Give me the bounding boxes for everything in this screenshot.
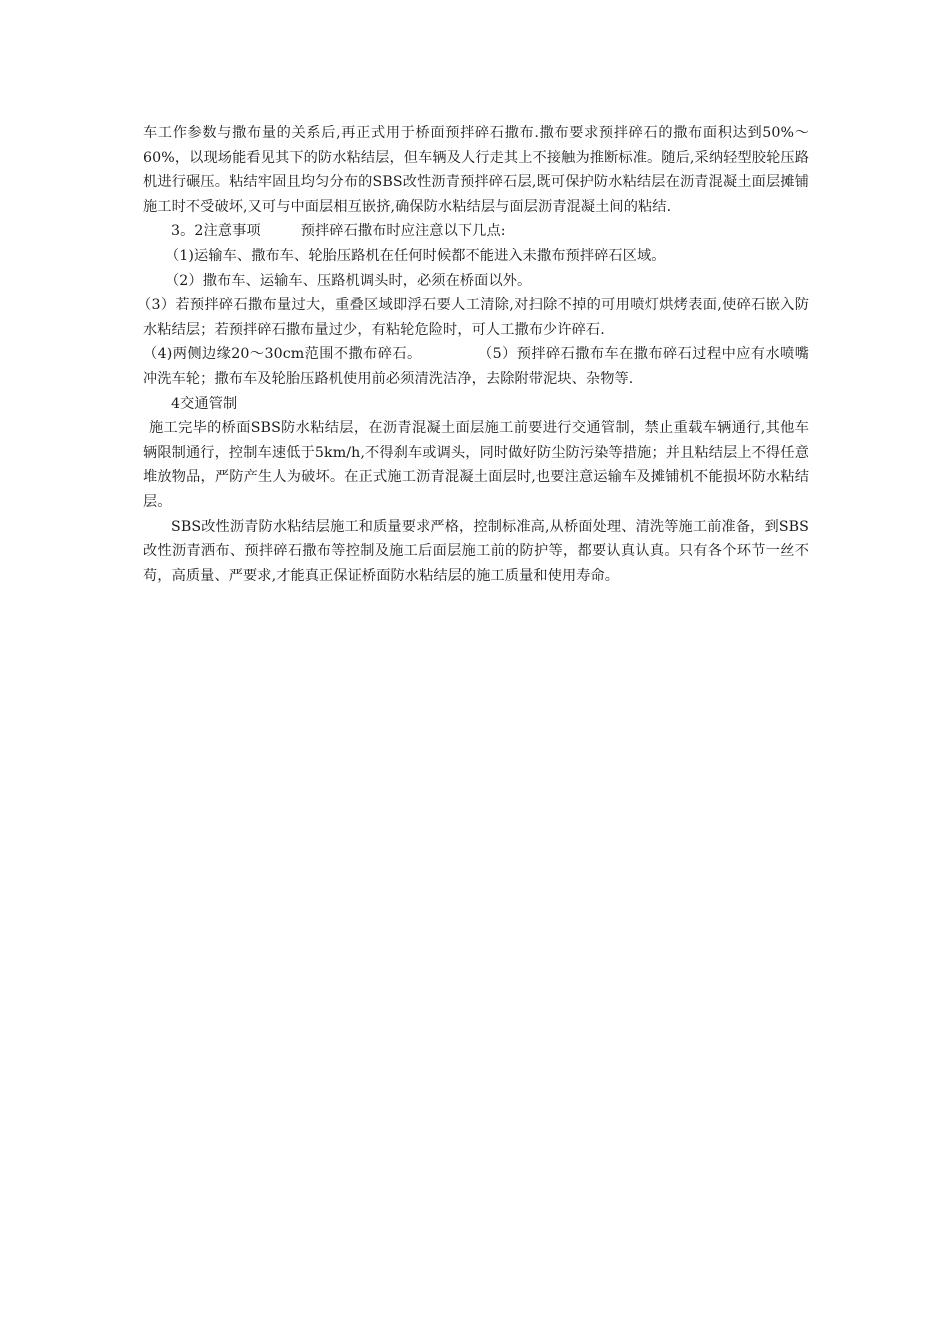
section-3-2-heading: 3。2注意事项 [171,223,261,240]
section-3-2 [143,219,809,244]
section-4-body: 施工完毕的桥面SBS防水粘结层，在沥青混凝土面层施工前要进行交通管制，禁止重载车辆通行,其他车辆限制通行，控制车速低于5km/h,不得刹车或调头，同时做好防尘防污染等措施；并且粘结层上不得任意堆放物品，严防产生人为破坏。在正式施工沥青混凝土面层时,也要注意运输车及摊铺机不能损坏防水粘结层。 [143,420,809,510]
list-item-3: （3）若预拌碎石撒布量过大，重叠区域即浮石要人工清除,对扫除不掉的可用喷灯烘烤表面,使碎石嵌入防水粘结层；若预拌碎石撒布量过少，有粘轮危险时，可人工撒布少许碎石. [137,297,809,338]
list-item-2: （2）撒布车、运输车、压路机调头时，必须在桥面以外。 [165,272,532,289]
section-3-2-intro: 预拌碎石撒布时应注意以下几点: [300,223,506,240]
list-item-5: （5）预拌碎石撒布车在撒布碎石过程中应有水喷嘴冲洗车轮；撒布车及轮胎压路机使用前必须清洗洁净，去除附带泥块、杂物等. [143,346,809,387]
paragraph-gravel-spreading: 车工作参数与撒布量的关系后,再正式用于桥面预拌碎石撒布.撒布要求预拌碎石的撒布面积达到50%～60%，以现场能看见其下的防水粘结层，但车辆及人行走其上不接触为推断标准。随后,采纳轻型胶轮压路机进行碾压。粘结牢固且均匀分布的SBS改性沥青预拌碎石层,既可保护防水粘结层在沥青混凝土面层摊铺施工时不受破坏,又可与中面层相互嵌挤,确保防水粘结层与面层沥青混凝土间的粘结. [143,125,809,215]
list-item-1: （1)运输车、撒布车、轮胎压路机在任何时候都不能进入未撒布预拌碎石区域。 [165,247,666,264]
list-items-4-5 [143,342,809,391]
conclusion-paragraph: SBS改性沥青防水粘结层施工和质量要求严格，控制标准高,从桥面处理、清洗等施工前准备，到SBS改性沥青洒布、预拌碎石撒布等控制及施工后面层施工前的防护等，都要认真认真。只有各个环节一丝不苟，高质量、严要求,才能真正保证桥面防水粘结层的施工质量和使用寿命。 [143,518,809,584]
section-4-heading: 4交通管制 [171,395,238,412]
list-item-4: （4)两侧边缘20～30cm范围不撒布碎石。 [143,346,422,363]
document-body [137,121,809,588]
